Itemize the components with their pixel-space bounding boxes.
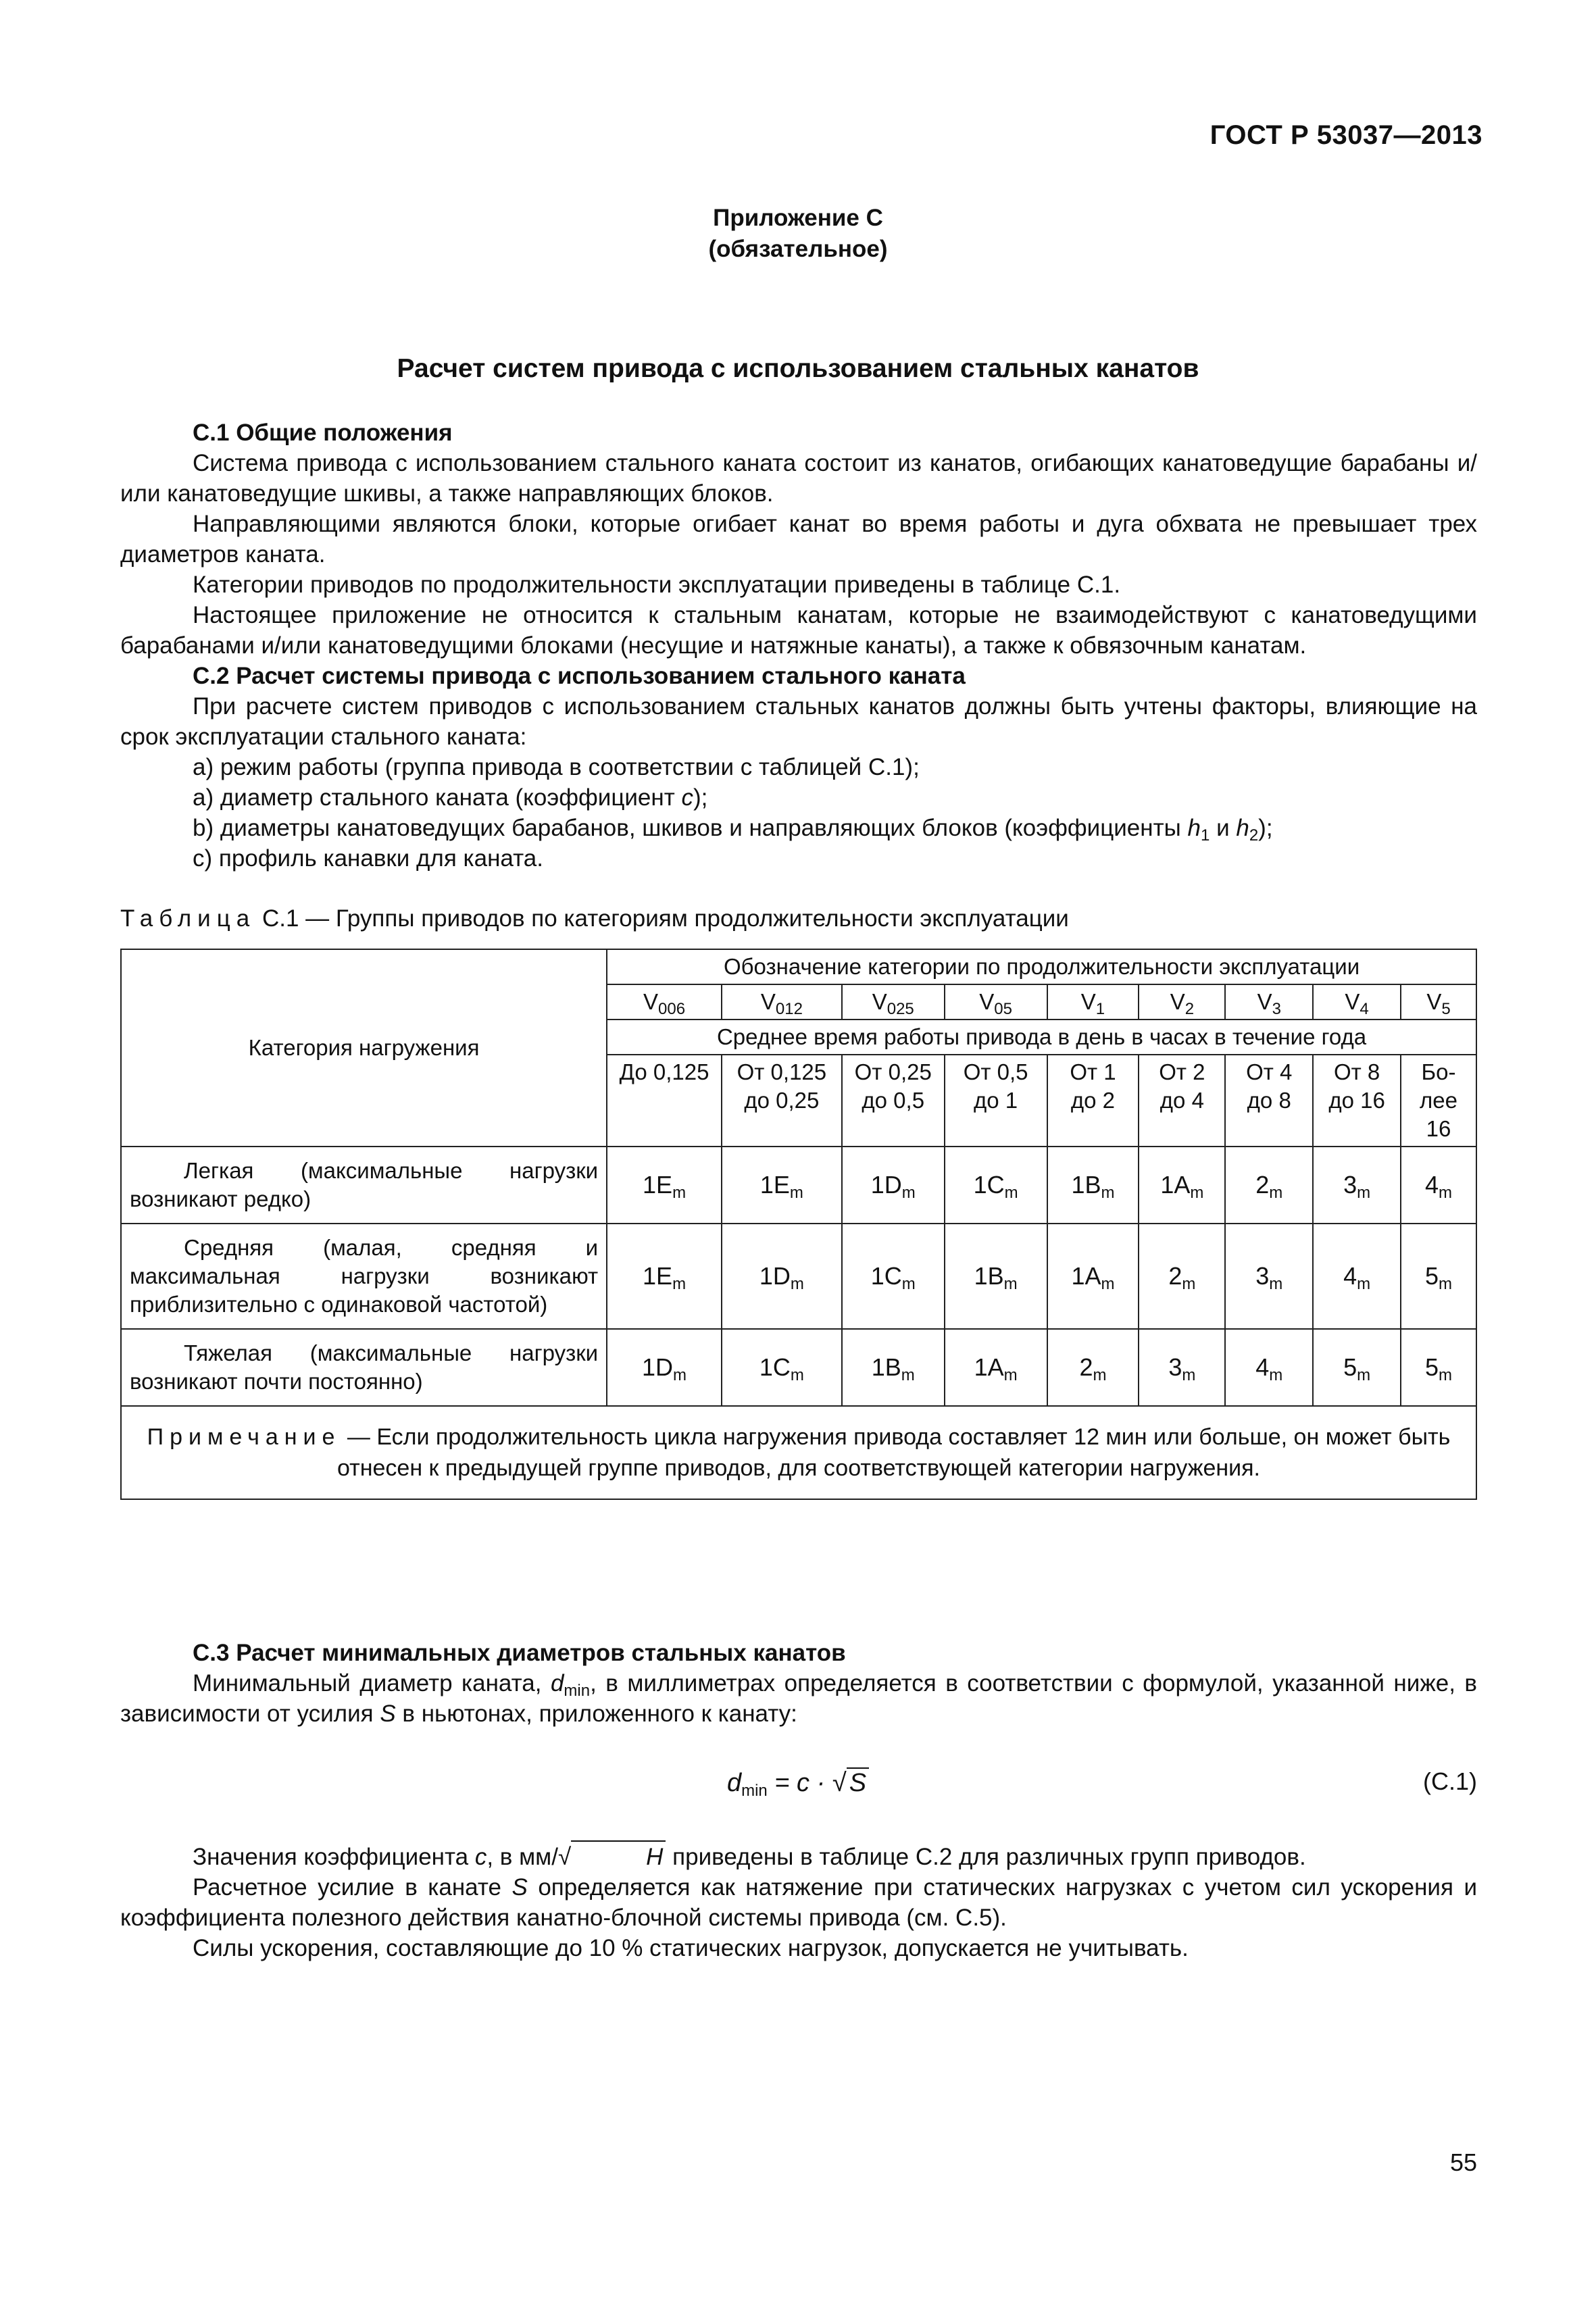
hours-cell: От 0,5 до 1 — [945, 1055, 1047, 1147]
formula-number: (С.1) — [1423, 1767, 1477, 1795]
load-category-cell: Тяжелая (максимальные нагрузки возникают почти постоянно) — [121, 1329, 607, 1406]
col-category-designation-header: Обозначение категории по продолжительности эксплуатации — [607, 949, 1476, 984]
drive-group-cell: $5_m$ — [1401, 1329, 1476, 1406]
drive-group-cell: $1A_m$ — [1047, 1224, 1139, 1329]
list-item: b) диаметры канатоведущих барабанов, шкивов и направляющих блоков (коэффициенты $h_1$ и $h_2$); — [193, 815, 1273, 845]
drive-group-cell: $5_m$ — [1401, 1224, 1476, 1329]
paragraph: Расчетное усилие в канате S определяется как натяжение при статических нагрузках с учетом сил ускорения и коэффициента полезного действия канатно-блочной системы привода (см. С.5). — [120, 1874, 1477, 1931]
drive-group-cell: $1E_m$ — [722, 1147, 842, 1224]
drive-group-cell: $1C_m$ — [722, 1329, 842, 1406]
drive-group-cell: $3_m$ — [1139, 1329, 1225, 1406]
annex-heading — [0, 203, 1596, 265]
drive-group-cell: $1B_m$ — [945, 1224, 1047, 1329]
annex-label: Приложение С — [713, 205, 883, 231]
formula-c1: $d_{min} = c$ · √ S — [0, 1767, 1596, 1798]
drive-group-cell: $1B_m$ — [842, 1329, 945, 1406]
category-code-cell: $V_5$ — [1401, 984, 1476, 1020]
drive-group-cell: $1E_m$ — [607, 1224, 722, 1329]
drive-group-cell: $2_m$ — [1047, 1329, 1139, 1406]
standard-header: ГОСТ Р 53037—2013 — [1210, 120, 1482, 150]
section-c3-continued — [120, 1840, 1477, 1963]
hours-cell: От 0,125 до 0,25 — [722, 1055, 842, 1147]
load-category-cell: Легкая (максимальные нагрузки возникают редко) — [121, 1147, 607, 1224]
drive-group-cell: $1E_m$ — [607, 1147, 722, 1224]
paragraph: Система привода с использованием стального каната состоит из канатов, огибающих канатоведущие барабаны и/или канатоведущие шкивы, а также направляющих блоков. — [120, 450, 1477, 507]
category-code-cell: $V_{006}$ — [607, 984, 722, 1020]
hours-cell: От 8 до 16 — [1313, 1055, 1401, 1147]
table-caption: Таблица С.1 — Группы приводов по категориям продолжительности эксплуатации — [120, 905, 1069, 932]
section-c3-heading: С.3 Расчет минимальных диаметров стальных канатов — [193, 1640, 846, 1666]
paragraph: Значения коэффициента c, в мм/√ H приведены в таблице С.2 для различных групп приводов. — [120, 1840, 1477, 1872]
drive-group-cell: $4_m$ — [1401, 1147, 1476, 1224]
drive-group-cell: $1D_m$ — [722, 1224, 842, 1329]
list-item: а) диаметр стального каната (коэффициент c); — [193, 784, 708, 811]
hours-cell: Бо- лее 16 — [1401, 1055, 1476, 1147]
paragraph: При расчете систем приводов с использованием стальных канатов должны быть учтены факторы, влияющие на срок эксплуатации стального каната: — [120, 693, 1477, 750]
drive-group-cell: $1B_m$ — [1047, 1147, 1139, 1224]
category-code-cell: $V_{05}$ — [945, 984, 1047, 1020]
hours-cell: От 2 до 4 — [1139, 1055, 1225, 1147]
drive-group-cell: $5_m$ — [1313, 1329, 1401, 1406]
section-c1-heading: С.1 Общие положения — [193, 420, 453, 446]
col-avg-hours-header: Среднее время работы привода в день в часах в течение года — [607, 1020, 1476, 1055]
drive-group-cell: $2_m$ — [1139, 1224, 1225, 1329]
category-code-cell: $V_2$ — [1139, 984, 1225, 1020]
hours-cell: От 0,25 до 0,5 — [842, 1055, 945, 1147]
category-code-cell: $V_4$ — [1313, 984, 1401, 1020]
drive-group-cell: $3_m$ — [1313, 1147, 1401, 1224]
paragraph: Категории приводов по продолжительности эксплуатации приведены в таблице С.1. — [193, 572, 1121, 598]
page-number: 55 — [1449, 2148, 1477, 2176]
drive-group-cell: $1D_m$ — [842, 1147, 945, 1224]
hours-cell: До 0,125 — [607, 1055, 722, 1147]
category-code-cell: $V_{025}$ — [842, 984, 945, 1020]
drive-group-cell: $4_m$ — [1225, 1329, 1313, 1406]
paragraph: Направляющими являются блоки, которые огибает канат во время работы и дуга обхвата не превышает трех диаметров каната. — [120, 511, 1477, 568]
table-row — [121, 1329, 1476, 1406]
load-category-cell: Средняя (малая, средняя и максимальная нагрузки возникают приблизительно с одинаковой частотой) — [121, 1224, 607, 1329]
drive-group-cell: $1C_m$ — [945, 1147, 1047, 1224]
list-item: c) профиль канавки для каната. — [193, 845, 543, 872]
category-code-cell: $V_{012}$ — [722, 984, 842, 1020]
paragraph: Настоящее приложение не относится к стальным канатам, которые не взаимодействуют с канатоведущими барабанами и/или канатоведущими блоками (несущие и натяжные канаты), а также к обвязочным канатам. — [120, 602, 1477, 659]
section-c2-heading: С.2 Расчет системы привода с использованием стального каната — [193, 663, 966, 689]
list-item: а) режим работы (группа привода в соответствии с таблицей С.1); — [193, 754, 920, 780]
paragraph: Силы ускорения, составляющие до 10 % статических нагрузок, допускается не учитывать. — [193, 1935, 1189, 1961]
drive-group-cell: $1C_m$ — [842, 1224, 945, 1329]
paragraph: Минимальный диаметр каната, $d_{min}$, в миллиметрах определяется в соответствии с формулой, указанной ниже, в зависимости от усилия S в ньютонах, приложенного к канату: — [120, 1670, 1477, 1727]
hours-cell: От 4 до 8 — [1225, 1055, 1313, 1147]
hours-cell: От 1 до 2 — [1047, 1055, 1139, 1147]
drive-group-cell: $1D_m$ — [607, 1329, 722, 1406]
col-load-category-header: Категория нагружения — [121, 949, 607, 1147]
drive-group-cell: $4_m$ — [1313, 1224, 1401, 1329]
table-row — [121, 1147, 1476, 1224]
table-row — [121, 1224, 1476, 1329]
annex-title: Расчет систем привода с использованием стальных канатов — [397, 354, 1199, 383]
drive-groups-table — [120, 949, 1477, 1500]
drive-group-cell: $2_m$ — [1225, 1147, 1313, 1224]
category-code-cell: $V_1$ — [1047, 984, 1139, 1020]
table-note: Примечание — Если продолжительность цикла нагружения привода составляет 12 мин или больше, он может быть отнесен к предыдущей группе приводов, для соответствующей категории нагружения. — [121, 1406, 1476, 1499]
section-c3 — [120, 1638, 1477, 1729]
category-code-cell: $V_3$ — [1225, 984, 1313, 1020]
drive-group-cell: $1A_m$ — [1139, 1147, 1225, 1224]
drive-group-cell: $3_m$ — [1225, 1224, 1313, 1329]
section-c1-c2 — [120, 418, 1477, 874]
drive-group-cell: $1A_m$ — [945, 1329, 1047, 1406]
annex-status: (обязательное) — [708, 236, 888, 262]
